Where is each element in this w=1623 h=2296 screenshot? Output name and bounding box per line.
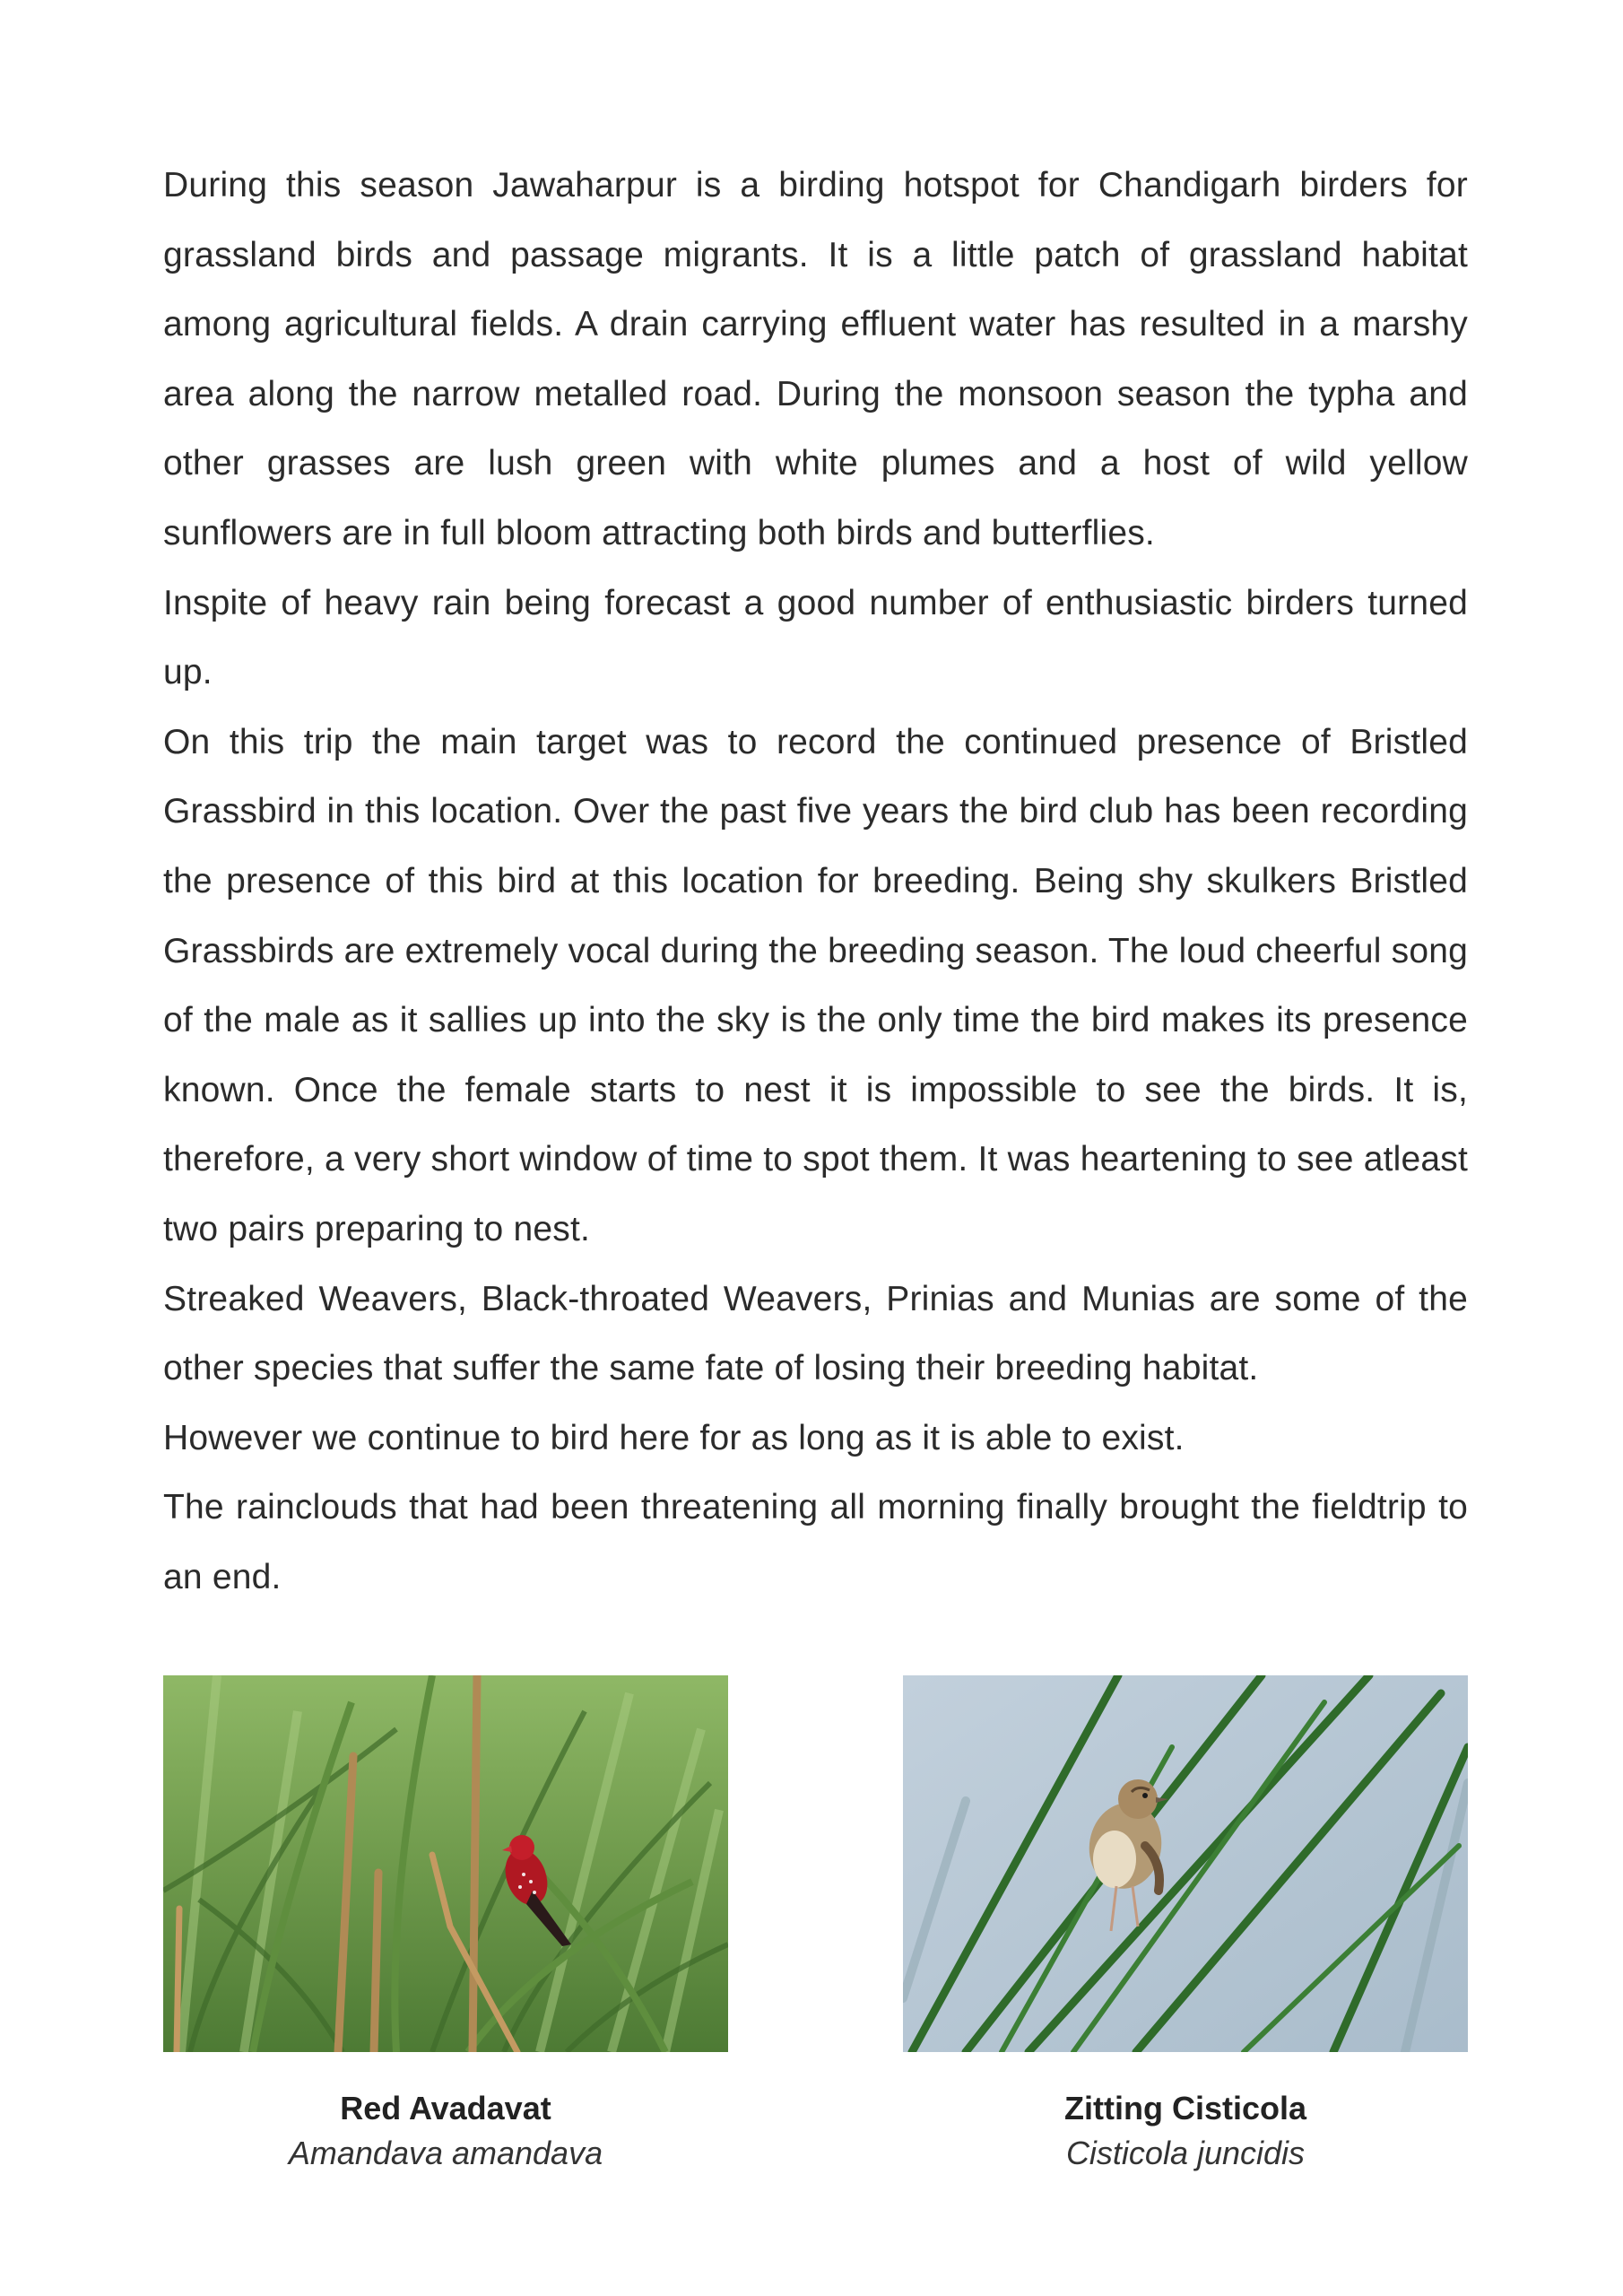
red-avadavat-photo bbox=[163, 1675, 728, 2052]
paragraph-bristled-grassbird: On this trip the main target was to record the continued presence of Bristled Grassbird in this location. Over the past five years the bird club has been recording the presence of this bird at this location for breeding. Being shy skulkers Bristled Grassbirds are extremely vocal during the breeding season. The loud cheerful song of the male as it sallies up into the sky is the only time the bird makes its presence known. Once the female starts to nest it is impossible to see the birds. It is, therefore, a very short window of time to spot them. It was heartening to see atleast two pairs preparing to nest. bbox=[163, 722, 1468, 1248]
common-name: Red Avadavat bbox=[340, 2090, 551, 2126]
paragraph-continue: However we continue to bird here for as long as it is able to exist. bbox=[163, 1418, 1185, 1457]
figure-zitting-cisticola bbox=[903, 1675, 1468, 2176]
scientific-name: Cisticola juncidis bbox=[1065, 2135, 1306, 2171]
common-name: Zitting Cisticola bbox=[1064, 2090, 1306, 2126]
paragraph-end: The rainclouds that had been threatening all morning finally brought the fieldtrip to an end. bbox=[163, 1488, 1468, 1596]
figure-red-avadavat bbox=[163, 1675, 728, 2176]
article-body bbox=[163, 151, 1468, 1612]
paragraph-habitat: During this season Jawaharpur is a birding hotspot for Chandigarh birders for grassland birds and passage migrants. It is a little patch of grassland habitat among agricultural fields. A drain carrying effluent water has resulted in a marshy area along the narrow metalled road. During the monsoon season the typha and other grasses are lush green with white plumes and a host of wild yellow sunflowers are in full bloom attracting both birds and butterflies. bbox=[163, 166, 1468, 552]
paragraph-rain: Inspite of heavy rain being forecast a good number of enthusiastic birders turned up. bbox=[163, 583, 1468, 692]
red-avadavat-caption bbox=[163, 2086, 728, 2176]
zitting-cisticola-image bbox=[903, 1675, 1468, 2052]
zitting-cisticola-photo bbox=[903, 1675, 1468, 2052]
scientific-name: Amandava amandava bbox=[288, 2135, 603, 2171]
red-avadavat-image bbox=[163, 1675, 728, 2052]
paragraph-other-species: Streaked Weavers, Black-throated Weavers, Prinias and Munias are some of the other species that suffer the same fate of losing their breeding habitat. bbox=[163, 1279, 1468, 1388]
zitting-cisticola-caption bbox=[903, 2086, 1468, 2176]
